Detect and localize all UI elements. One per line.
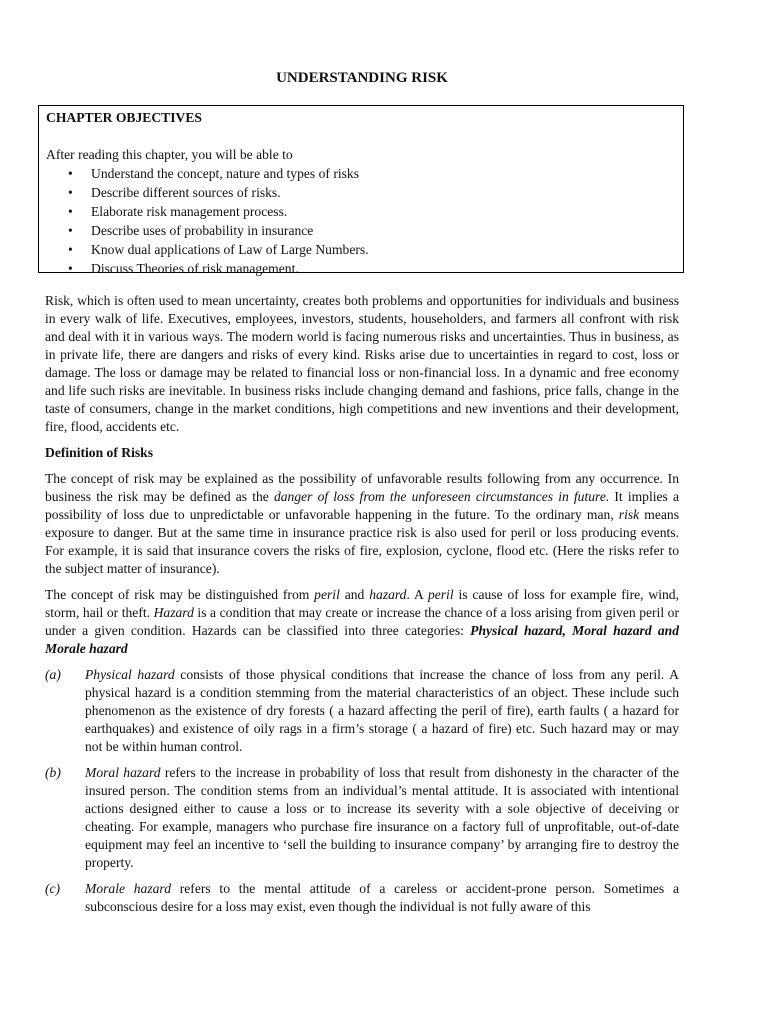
hazard-term: Morale hazard [85,881,172,896]
text-span: is cause of loss for example fire, wind, storm, hail or theft. [45,587,679,620]
objective-item: • Describe uses of probability in insurance [46,221,676,240]
emphasis-text: peril [314,587,340,602]
objective-item: • Elaborate risk management process. [46,202,676,221]
hazard-item-moral [45,764,679,872]
objective-item: • Understand the concept, nature and types of risks [46,164,676,183]
emphasis-text: Hazard [153,605,194,620]
emphasis-text: risk [618,507,640,522]
page-title: UNDERSTANDING RISK [276,70,448,86]
bold-italic-text: Physical hazard, Moral hazard and Morale hazard [45,623,679,656]
item-marker: (a) [45,667,61,682]
text-span: means exposure to danger. But at the same time in insurance practice risk is also used for peril or loss producing events. For example, it is said that insurance covers the risks of fire, explosion, cyclone, flood etc. (Here the risks refer to the subject matter of insurance). [45,507,679,576]
definition-paragraph-2 [45,586,679,658]
text-span: It implies a possibility of loss due to unpredictable or unfavorable happening in the future. To the ordinary man, [45,489,679,522]
objectives-heading: CHAPTER OBJECTIVES [46,110,202,125]
objectives-intro: After reading this chapter, you will be able to [46,147,293,162]
text-span: The concept of risk may be explained as the possibility of unfavorable results following from any occurrence. In business the risk may be defined as the [45,471,679,504]
hazard-term: Physical hazard [85,667,175,682]
objectives-list [46,164,676,278]
definition-paragraph-1 [45,470,679,578]
chapter-objectives-box [38,105,684,276]
text-span: and [339,587,370,602]
hazard-item-morale [45,880,679,916]
item-marker: (c) [45,881,61,896]
item-marker: (b) [45,765,61,780]
hazard-text: refers to the mental attitude of a careless or accident-prone person. Sometimes a subconscious desire for a loss may exist, even though the individual is not fully aware of this [85,881,679,914]
objective-item: • Describe different sources of risks. [46,183,676,202]
objective-item: • Discuss Theories of risk management. [46,259,676,278]
emphasis-text: peril [427,587,454,602]
hazard-text: consists of those physical conditions that increase the chance of loss from any peril. A physical hazard is a condition stemming from the material characteristics of an object. These include such phenomenon as the existence of dry forests ( a hazard affecting the peril of fire), earth faults ( a hazard for earthquakes) and existence of oily rags in a firm’s storage ( a hazard of fire) etc. Such hazard may or may not be within human control. [85,667,679,754]
definition-heading: Definition of Risks [45,445,154,460]
body-text [45,292,679,924]
text-span: is a condition that may create or increase the chance of a loss arising from given peril or under a given condition. Hazards can be classified into three categories: [45,605,679,638]
emphasis-text: hazard [369,587,407,602]
hazard-text: refers to the increase in probability of loss that result from dishonesty in the character of the insured person. The condition stems from an individual’s mental attitude. It is associated with intentional actions designed either to cause a loss or to increase its severity with a sole objective of deceiving or cheating. For example, managers who purchase fire insurance on a factory full of unprofitable, out-of-date equipment may feel an incentive to ‘sell the building to insurance company’ by arranging fire to destroy the property. [85,765,679,870]
hazard-term: Moral hazard [85,765,161,780]
intro-paragraph: Risk, which is often used to mean uncertainty, creates both problems and opportunities for individuals and business in every walk of life. Executives, employees, investors, students, householders, and farmers all confront with risk and deal with it in various ways. The modern world is facing numerous risks and uncertainties. Thus in business, as in private life, there are dangers and risks of every kind. Risks arise due to uncertainties in regard to cost, loss or damage. The loss or damage may be related to financial loss or non-financial loss. In a dynamic and free economy and life such risks are inevitable. In business risks include changing demand and fashions, price falls, change in the taste of consumers, change in the market conditions, high competitions and new inventions and their development, fire, flood, accidents etc. [45,293,679,434]
text-span: . A [406,587,428,602]
objective-item: • Know dual applications of Law of Large Numbers. [46,240,676,259]
text-span: The concept of risk may be distinguished from [45,587,315,602]
hazard-item-physical [45,666,679,756]
emphasis-text: danger of loss from the unforeseen circumstances in future. [273,489,610,504]
